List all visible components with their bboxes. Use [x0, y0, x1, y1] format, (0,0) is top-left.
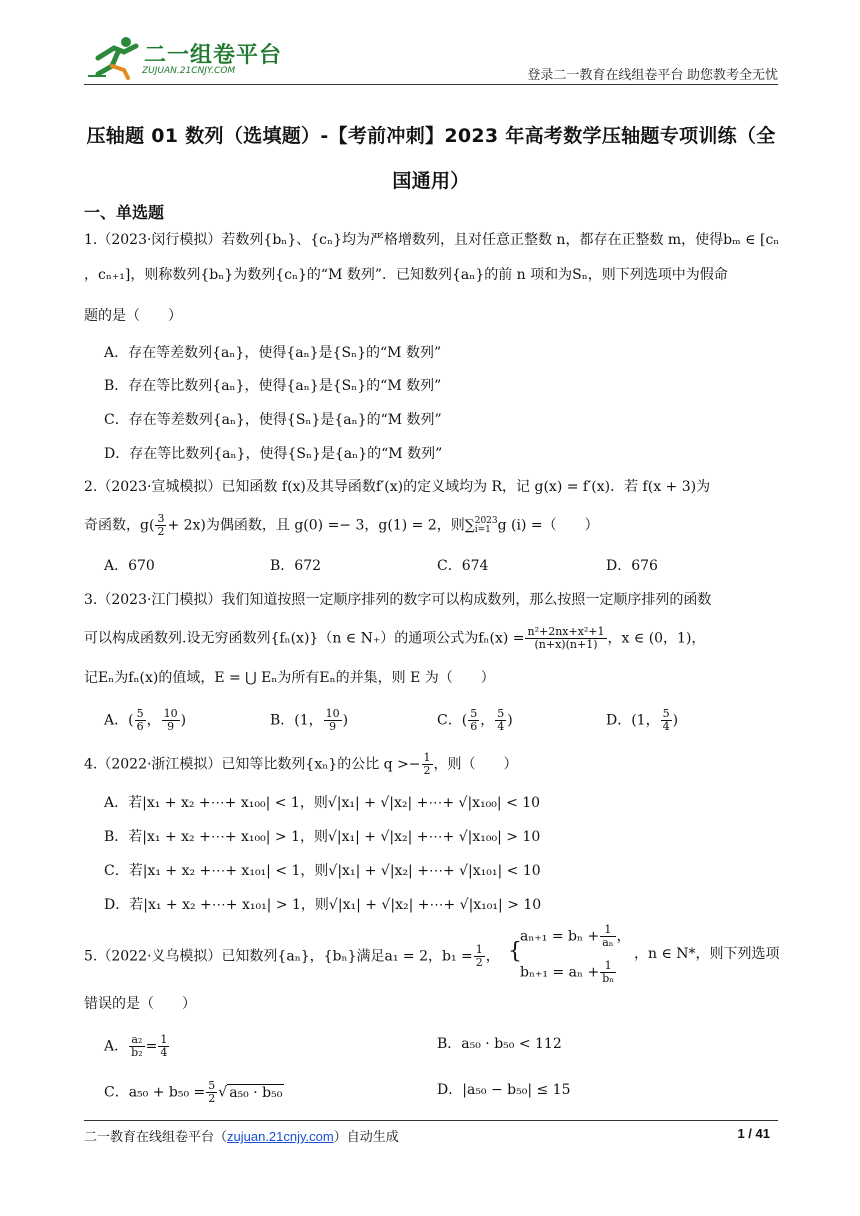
q3-option-d[interactable]: D．(1， $\frac{5}{4}$ )	[606, 707, 679, 733]
q5-option-a[interactable]: A． $\frac{\text{a₂}}{\text{b₂}}$ = $\frac{1}{4}$	[104, 1033, 168, 1059]
q2-option-a[interactable]: A．670	[104, 558, 155, 574]
fraction-fn-formula: $\frac{\text{n²+2nx+x²+1}}{(n+x)(n+1)}$	[527, 625, 605, 651]
fraction-a2-b2: $\frac{\text{a₂}}{\text{b₂}}$	[131, 1033, 143, 1059]
q4-line-1-a: 4.（2022·浙江模拟）已知等比数列{xₙ}的公比 q >−	[84, 756, 421, 773]
title-line-2: 国通用）	[392, 170, 470, 192]
fraction-3-2: $\frac{3}{2}$	[157, 512, 165, 538]
fraction-10-9: $\frac{10}{9}$	[163, 707, 178, 733]
q2-option-d[interactable]: D．676	[606, 558, 658, 574]
q3-line-1: 3.（2023·江门模拟）我们知道按照一定顺序排列的数字可以构成数列，那么按照一定顺序排列的函数	[84, 592, 712, 608]
header-divider	[84, 84, 778, 85]
q4-line-1	[84, 752, 780, 777]
q4-option-b[interactable]: B．若|x₁ + x₂ +⋯+ x₁₀₀| > 1，则√|x₁| + √|x₂| +⋯+ √|x₁₀₀| > 10	[104, 829, 541, 845]
q1-option-d[interactable]: D．存在等比数列{aₙ}，使得{Sₙ}是{aₙ}的“M 数列”	[104, 446, 443, 462]
header-slogan: 登录二一教育在线组卷平台 助您教考全无忧	[527, 67, 778, 82]
fraction-1-an: $\frac{1}{\text{aₙ}}$	[602, 923, 614, 949]
q5-option-b[interactable]: B．a₅₀ · b₅₀ < 112	[437, 1036, 562, 1052]
footer-source	[84, 1126, 399, 1145]
q5-option-c-label: C．a₅₀ + b₅₀ =	[104, 1084, 206, 1101]
q3-option-a-label: A．(	[104, 712, 134, 729]
q2-line-2-a: 奇函数，g(	[84, 517, 155, 534]
q5-eq-1: aₙ₊₁ = bₙ +	[520, 928, 600, 945]
fraction-5-2: $\frac{5}{2}$	[208, 1079, 216, 1105]
q1-option-b[interactable]: B．存在等比数列{aₙ}，使得{aₙ}是{Sₙ}的“M 数列”	[104, 378, 442, 394]
q4-line-1-b: ，则（ ）	[433, 756, 518, 773]
page-title	[84, 114, 778, 204]
q5-line-2: 错误的是（ ）	[84, 996, 196, 1012]
q5-system-eq-2	[520, 960, 617, 985]
q3-line-3: 记Eₙ为fₙ(x)的值域，E = ⋃ Eₙ为所有Eₙ的并集，则 E 为（ ）	[84, 670, 495, 686]
q4-option-c[interactable]: C．若|x₁ + x₂ +⋯+ x₁₀₁| < 1，则√|x₁| + √|x₂| +⋯+ √|x₁₀₁| < 10	[104, 863, 541, 879]
fraction-5-6: $\frac{5}{6}$	[470, 707, 478, 733]
q3-option-b[interactable]: B．(1， $\frac{10}{9}$ )	[270, 707, 349, 733]
fraction-5-4: $\frac{5}{4}$	[662, 707, 670, 733]
footer-divider	[84, 1120, 778, 1121]
q2-line-1: 2.（2023·宣城模拟）已知函数 f(x)及其导函数f′(x)的定义域均为 R，记 g(x) = f′(x)．若 f(x + 3)为	[84, 479, 711, 495]
q3-option-c-label: C．(	[437, 712, 468, 729]
fraction-1-4: $\frac{1}{4}$	[160, 1033, 168, 1059]
fraction-10-9: $\frac{10}{9}$	[325, 707, 340, 733]
fraction-1-2: $\frac{1}{2}$	[475, 943, 483, 969]
footer-link[interactable]: zujuan.21cnjy.com	[227, 1129, 334, 1144]
q5-line-1-a: 5.（2022·义乌模拟）已知数列{aₙ}，{bₙ}满足a₁ = 2，b₁ =	[84, 948, 473, 965]
fraction-5-6: $\frac{5}{6}$	[136, 707, 144, 733]
system-brace: {	[508, 939, 522, 964]
q1-line-3: 题的是（ ）	[84, 308, 182, 324]
q4-option-d[interactable]: D．若|x₁ + x₂ +⋯+ x₁₀₁| > 1，则√|x₁| + √|x₂| +⋯+ √|x₁₀₁| > 10	[104, 897, 542, 913]
q1-line-1: 1.（2023·闵行模拟）若数列{bₙ}、{cₙ}均为严格增数列，且对任意正整数 n，都存在正整数 m，使得bₘ ∈ [cₙ	[84, 232, 780, 248]
q2-option-c[interactable]: C．674	[437, 558, 489, 574]
sum-limits: 2023 i=1	[474, 515, 498, 535]
q4-option-a[interactable]: A．若|x₁ + x₂ +⋯+ x₁₀₀| < 1，则√|x₁| + √|x₂| +⋯+ √|x₁₀₀| < 10	[104, 795, 541, 811]
q3-option-d-label: D．(1，	[606, 712, 660, 729]
q3-option-c[interactable]: C．( $\frac{5}{6}$ ， $\frac{5}{4}$ )	[437, 707, 513, 733]
logo-subtitle: ZUJUAN.21CNJY.COM	[142, 66, 236, 76]
title-line-1: 压轴题 01 数列（选填题）-【考前冲刺】2023 年高考数学压轴题专项训练（全	[86, 125, 776, 147]
runner-logo-icon	[84, 34, 144, 80]
footer-text-b: ）自动生成	[333, 1129, 399, 1144]
q3-option-b-label: B．(1，	[270, 712, 323, 729]
site-logo[interactable]	[84, 34, 284, 82]
fraction-5-4: $\frac{5}{4}$	[497, 707, 505, 733]
logo-title: 二一组卷平台	[144, 43, 283, 68]
q1-line-2: ，cₙ₊₁]，则称数列{bₙ}为数列{cₙ}的“M 数列”．已知数列{aₙ}的前 n 项和为Sₙ，则下列选项中为假命	[84, 267, 728, 283]
q3-line-2	[84, 626, 780, 651]
q2-line-2-b: + 2x)为偶函数，且 g(0) =− 3，g(1) = 2，则∑	[167, 517, 475, 534]
q5-eq-2: bₙ₊₁ = aₙ +	[520, 964, 600, 981]
q5-option-a-label: A．	[104, 1038, 129, 1055]
q3-option-a[interactable]: A．( $\frac{5}{6}$ ， $\frac{10}{9}$ )	[104, 707, 187, 733]
q1-option-a[interactable]: A．存在等差数列{aₙ}，使得{aₙ}是{Sₙ}的“M 数列”	[104, 345, 442, 361]
q5-line-1: 5.（2022·义乌模拟）已知数列{aₙ}，{bₙ}满足a₁ = 2，b₁ = $\frac{1}{2}$ ，	[84, 943, 500, 969]
q5-system-eq-1: aₙ₊₁ = bₙ + $\frac{1}{\text{aₙ}}$ ，	[520, 923, 631, 949]
page-number: 1 / 41	[737, 1126, 770, 1141]
q5-option-c[interactable]: C．a₅₀ + b₅₀ = $\frac{5}{2}$ √ a₅₀ · b₅₀	[104, 1079, 283, 1105]
q2-line-2-c: g (i) =（ ）	[497, 517, 599, 534]
q5-line-1-d: ，n ∈ N*，则下列选项	[634, 946, 780, 962]
q1-option-c[interactable]: C．存在等差数列{aₙ}，使得{Sₙ}是{aₙ}的“M 数列”	[104, 412, 442, 428]
q2-option-b[interactable]: B．672	[270, 558, 322, 574]
fraction-1-2: $\frac{1}{2}$	[423, 751, 431, 777]
section-heading: 一、单选题	[84, 203, 165, 222]
q5-option-d[interactable]: D．|a₅₀ − b₅₀| ≤ 15	[437, 1082, 571, 1098]
q3-line-2-b: ，x ∈ (0，1)，	[607, 630, 706, 647]
q2-line-2	[84, 513, 780, 538]
footer-text-a: 二一教育在线组卷平台（	[84, 1129, 228, 1144]
q3-line-2-a: 可以构成函数列.设无穷函数列{fₙ(x)}（n ∈ N₊）的通项公式为fₙ(x) =	[84, 630, 525, 647]
fraction-1-bn: $\frac{1}{\text{bₙ}}$	[602, 959, 615, 985]
